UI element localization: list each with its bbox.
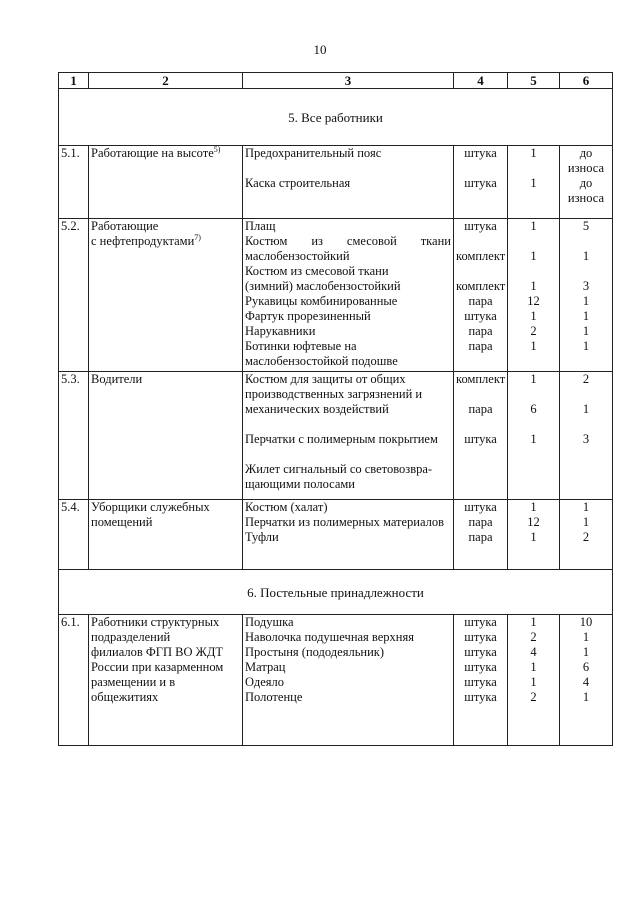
unit: штука [464, 615, 497, 629]
item-name: Перчатки с полимерным покрытием [245, 432, 438, 446]
row-number: 6.1. [59, 615, 89, 746]
category-label: Водители [91, 372, 143, 386]
category-cell [89, 615, 243, 746]
unit: пара [468, 402, 493, 416]
item-cell [243, 500, 454, 570]
unit: комплект [456, 249, 506, 263]
item-name: маслобензостойкий [245, 249, 350, 263]
footnote-ref: 7) [194, 232, 201, 242]
col-header-5: 5 [508, 73, 560, 89]
unit: пара [468, 324, 493, 338]
term: 1 [582, 309, 590, 323]
item-name: Подушка [245, 615, 294, 629]
item-name: Туфли [245, 530, 279, 544]
col-header-3: 3 [243, 73, 454, 89]
item-cell [243, 219, 454, 372]
term: 4 [582, 675, 590, 689]
item-name: Нарукавники [245, 324, 316, 338]
term: 1 [582, 645, 590, 659]
category-label: помещений [91, 515, 153, 529]
term: 3 [582, 279, 590, 293]
term: до [579, 176, 593, 190]
qty: 1 [530, 660, 537, 674]
qty: 1 [530, 249, 537, 263]
unit: пара [468, 294, 493, 308]
qty: 1 [530, 146, 537, 160]
category-label: Работники структурных [91, 615, 220, 629]
unit: пара [468, 530, 493, 544]
term: 2 [582, 530, 590, 544]
qty: 1 [530, 432, 537, 446]
section-title: 6. Постельные принадлежности [59, 570, 613, 615]
term: 1 [582, 630, 590, 644]
qty: 1 [530, 675, 537, 689]
ppe-norms-table [58, 72, 613, 746]
item-name: Ботинки юфтевые на [245, 339, 357, 353]
table-row [59, 219, 613, 372]
item-name: Плащ [245, 219, 276, 233]
table-row [59, 372, 613, 500]
qty: 1 [530, 219, 537, 233]
category-label: Уборщики служебных [91, 500, 210, 514]
item-name: Полотенце [245, 690, 303, 704]
item-name: Предохранительный пояс [245, 146, 382, 160]
item-cell [243, 615, 454, 746]
item-name: Простыня (пододеяльник) [245, 645, 385, 659]
term: 1 [582, 690, 590, 704]
item-name: (зимний) маслобензостойкий [245, 279, 401, 293]
category-label: России при казарменном [91, 660, 224, 674]
item-name: Перчатки из полимерных материалов [245, 515, 445, 529]
term: 1 [582, 515, 590, 529]
term-cell [560, 146, 613, 219]
col-header-1: 1 [59, 73, 89, 89]
qty: 1 [530, 176, 537, 190]
unit-cell [454, 615, 508, 746]
qty: 6 [530, 402, 537, 416]
term: 1 [582, 249, 590, 263]
qty: 1 [530, 309, 537, 323]
item-name: Матрац [245, 660, 286, 674]
qty: 4 [530, 645, 537, 659]
term-cell [560, 500, 613, 570]
qty: 1 [530, 279, 537, 293]
col-header-6: 6 [560, 73, 613, 89]
section-title: 5. Все работники [59, 89, 613, 146]
item-name: Костюм (халат) [245, 500, 328, 514]
qty-cell [508, 219, 560, 372]
term: износа [567, 191, 605, 205]
unit: штука [464, 630, 497, 644]
qty-cell [508, 500, 560, 570]
qty: 2 [530, 630, 537, 644]
item-name: маслобензостойкой подошве [245, 354, 398, 368]
item-name: Рукавицы комбинированные [245, 294, 398, 308]
term: 6 [582, 660, 590, 674]
unit: штука [464, 690, 497, 704]
term: 1 [582, 402, 590, 416]
unit: пара [468, 339, 493, 353]
category-cell [89, 500, 243, 570]
term-cell [560, 615, 613, 746]
item-name: Жилет сигнальный со световозвра- [245, 462, 433, 476]
unit: штука [464, 176, 497, 190]
unit: штука [464, 645, 497, 659]
footnote-ref: 5) [213, 144, 221, 154]
unit: штука [464, 432, 497, 446]
row-number: 5.1. [59, 146, 89, 219]
unit: пара [468, 515, 493, 529]
term: 1 [582, 339, 590, 353]
qty: 1 [530, 615, 537, 629]
section-row [59, 89, 613, 146]
col-header-2: 2 [89, 73, 243, 89]
qty: 1 [530, 372, 537, 386]
col-header-4: 4 [454, 73, 508, 89]
term-cell [560, 219, 613, 372]
header-row [59, 73, 613, 89]
category-label: подразделений [91, 630, 171, 644]
term: 2 [582, 372, 590, 386]
qty: 1 [530, 500, 537, 514]
category-label: Работающие на высоте [91, 146, 214, 160]
item-name: Наволочка подушечная верхняя [245, 630, 415, 644]
unit: штука [464, 500, 497, 514]
category-label: Работающие [91, 219, 159, 233]
unit: штука [464, 675, 497, 689]
item-cell [243, 372, 454, 500]
term: 10 [579, 615, 593, 629]
row-number: 5.3. [59, 372, 89, 500]
item-cell [243, 146, 454, 219]
item-name: Костюм для защиты от общих [245, 372, 406, 386]
qty: 2 [530, 324, 537, 338]
table-row [59, 500, 613, 570]
unit: штука [464, 219, 497, 233]
item-name: Одеяло [245, 675, 285, 689]
category-label: филиалов ФГП ВО ЖДТ [91, 645, 223, 659]
qty-cell [508, 146, 560, 219]
term: 3 [582, 432, 590, 446]
item-name: Костюм из смесовой ткани [245, 264, 389, 278]
qty: 12 [527, 515, 540, 529]
term: 1 [582, 324, 590, 338]
page-number: 10 [313, 42, 327, 57]
item-name: Каска строительная [245, 176, 351, 190]
term: до [579, 146, 593, 160]
unit-cell [454, 500, 508, 570]
table-row [59, 615, 613, 746]
term: износа [567, 161, 605, 175]
qty: 1 [530, 339, 537, 353]
table-row [59, 146, 613, 219]
category-cell [89, 146, 243, 219]
item-name: Фартук прорезиненный [245, 309, 371, 323]
category-label: общежитиях [91, 690, 159, 704]
qty-cell [508, 615, 560, 746]
term: 5 [582, 219, 590, 233]
term: 1 [582, 294, 590, 308]
qty: 2 [530, 690, 537, 704]
category-cell [89, 219, 243, 372]
unit-cell [454, 146, 508, 219]
unit-cell [454, 372, 508, 500]
item-name: Костюм из смесовой ткани [245, 234, 451, 248]
section-row [59, 570, 613, 615]
unit-cell [454, 219, 508, 372]
category-cell [89, 372, 243, 500]
row-number: 5.4. [59, 500, 89, 570]
term: 1 [582, 500, 590, 514]
qty: 12 [527, 294, 540, 308]
category-label: с нефтепродуктами [91, 234, 195, 248]
row-number: 5.2. [59, 219, 89, 372]
category-label: размещении и в [91, 675, 176, 689]
qty: 1 [530, 530, 537, 544]
unit: штука [464, 146, 497, 160]
unit: штука [464, 660, 497, 674]
qty-cell [508, 372, 560, 500]
item-name: производственных загрязнений и [245, 387, 423, 401]
item-name: механических воздействий [245, 402, 389, 416]
term-cell [560, 372, 613, 500]
unit: штука [464, 309, 497, 323]
unit: комплект [456, 279, 506, 293]
unit: комплект [456, 372, 506, 386]
item-name: щающими полосами [245, 477, 355, 491]
